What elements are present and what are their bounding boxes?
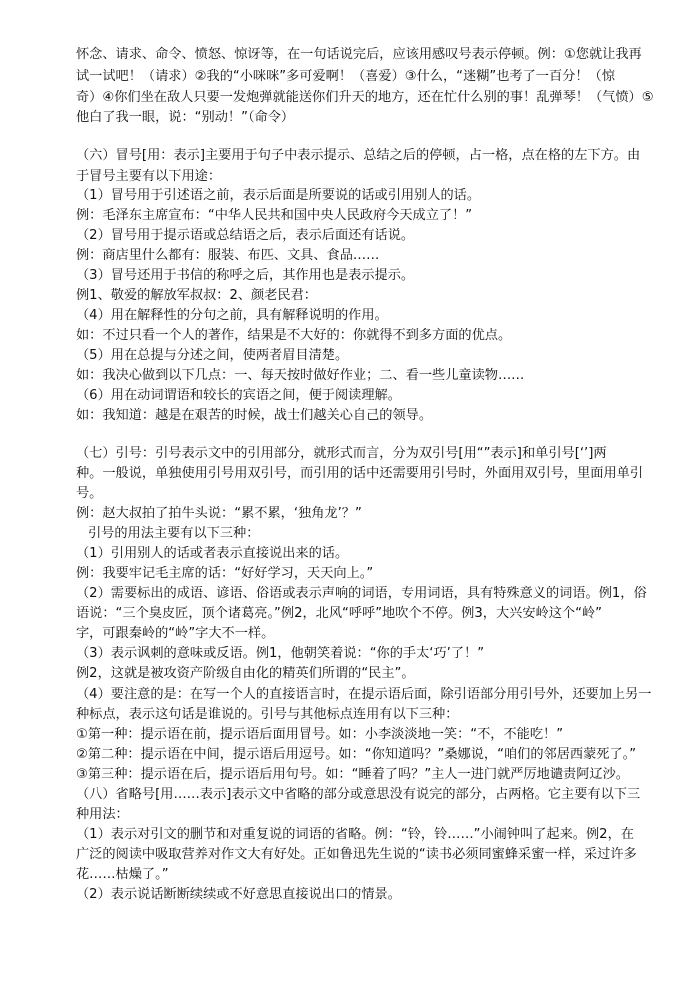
list-item: （4）用在解释性的分句之前，具有解释说明的作用。 xyxy=(76,308,388,323)
example-line: ③第三种：提示语在后，提示语后用句号。如：“睡着了吗？”主人一进门就严厉地谴责阿辽沙。 xyxy=(76,767,629,782)
paragraph-line: 花……枯燥了。” xyxy=(76,867,169,882)
list-item: （6）用在动词谓语和较长的宾语之间，便于阅读理解。 xyxy=(76,388,401,403)
list-item: （1）表示对引文的删节和对重复说的词语的省略。例：“铃，铃……”小闹钟叫了起来。例2，在 xyxy=(76,827,634,842)
paragraph-line: 奇）④你们坐在敌人只要一发炮弹就能送你们升天的地方，还在忙什么别的事！乱弹琴！（气愤）⑤ xyxy=(76,90,654,105)
paragraph-line: 种标点，表示这句话是谁说的。引号与其他标点连用有以下三种： xyxy=(76,707,459,722)
example-line: 例：商店里什么都有：服装、布匹、文具、食品…… xyxy=(76,248,380,263)
section-heading-7: （七）引号：引号表示文中的引用部分，就形式而言，分为双引号[用“”表示]和单引号[‘’]两 xyxy=(76,446,607,461)
example-line: 如：不过只看一个人的著作，结果是不大好的：你就得不到多方面的优点。 xyxy=(76,328,512,343)
list-item: （2）表示说话断断续续或不好意思直接说出口的情景。 xyxy=(76,887,401,902)
paragraph-line: 种。一般说，单独使用引号用双引号，而引用的话中还需要用引号时，外面用双引号，里面用单引 xyxy=(76,466,644,481)
paragraph-line: 字，可跟秦岭的“岭”字大不一样。 xyxy=(76,626,275,641)
example-line: 如：我知道：越是在艰苦的时候，战士们越关心自己的领导。 xyxy=(76,408,433,423)
list-item: （3）表示讽刺的意味或反语。例1，他朝笑着说：“你的手太‘巧’了！” xyxy=(76,646,485,661)
list-item: （3）冒号还用于书信的称呼之后，其作用也是表示提示。 xyxy=(76,268,415,283)
example-line: 例2，这就是被攻资产阶级自由化的精英们所谓的“民主”。 xyxy=(76,666,415,681)
paragraph-line: 试一试吧！（请求）②我的“小咪咪”多可爱啊！（喜爱）③什么，“迷糊”也考了一百分！（惊 xyxy=(76,69,615,84)
example-line: 例1、敬爱的解放军叔叔：2、颜老民君： xyxy=(76,288,317,303)
paragraph-line: 语说：“三个臭皮匠，顶个诸葛亮。”例2，北风“呼呼”地吹个不停。例3，大兴安岭这个“岭” xyxy=(76,606,602,621)
list-item: （4）要注意的是：在写一个人的直接语言时，在提示语后面，除引语部分用引号外，还要加上另一 xyxy=(76,687,652,702)
list-item: （1）冒号用于引述语之前，表示后面是所要说的话或引用别人的话。 xyxy=(76,188,481,203)
paragraph-line: 号。 xyxy=(76,486,103,501)
example-line: 例：赵大叔拍了拍牛头说：“累不累，‘独角龙’？” xyxy=(76,506,362,521)
example-line: 例：毛泽东主席宣布：“中华人民共和国中央人民政府今天成立了！” xyxy=(76,208,473,223)
example-line: ①第一种：提示语在前，提示语后面用冒号。如：小李淡淡地一笑：“不，不能吃！” xyxy=(76,727,564,742)
example-line: ②第二种：提示语在中间，提示语后用逗号。如：“你知道吗？”桑娜说，“咱们的邻居西蒙死了。” xyxy=(76,747,637,762)
list-item: （1）引用别人的话或者表示直接说出来的话。 xyxy=(76,546,349,561)
paragraph-line: 引号的用法主要有以下三种： xyxy=(88,526,260,541)
section-heading-6: （六）冒号[用：表示]主要用于句子中表示提示、总结之后的停顿，占一格，点在格的左下方。由 xyxy=(76,148,641,163)
example-line: 如：我决心做到以下几点：一、每天按时做好作业；二、看一些儿童读物…… xyxy=(76,368,525,383)
paragraph-line: 他白了我一眼，说：“别动！”（命令） xyxy=(76,110,295,125)
paragraph-line: 怀念、请求、命令、愤怒、惊讶等，在一句话说完后，应该用感叹号表示停顿。例：①您就让我再 xyxy=(76,47,642,62)
paragraph-line: 种用法： xyxy=(76,807,129,822)
list-item: （5）用在总提与分述之间，使两者眉目清楚。 xyxy=(76,348,349,363)
paragraph-line: 广泛的阅读中吸取营养对作文大有好处。正如鲁迅先生说的“读书必须同蜜蜂采蜜一样，采过许多 xyxy=(76,847,637,862)
example-line: 例：我要牢记毛主席的话：“好好学习，天天向上。” xyxy=(76,566,374,581)
section-heading-8: （八）省略号[用……表示]表示文中省略的部分或意思没有说完的部分，占两格。它主要有以下三 xyxy=(76,787,641,802)
list-item: （2）冒号用于提示语或总结语之后，表示后面还有话说。 xyxy=(76,228,415,243)
paragraph-line: 于冒号主要有以下用途： xyxy=(76,169,222,184)
list-item: （2）需要标出的成语、谚语、俗语或表示声响的词语，专用词语，具有特殊意义的词语。例1，俗 xyxy=(76,586,647,601)
